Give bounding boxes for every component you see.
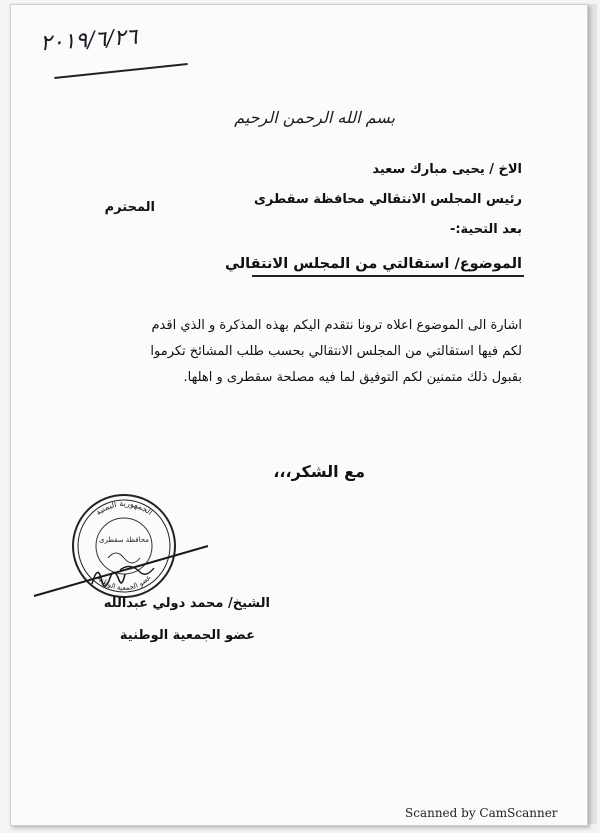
scanned-letter-page — [10, 4, 588, 826]
sender-name: الشيخ/ محمد دولي عبدالله — [103, 596, 270, 611]
page-edge — [587, 4, 597, 824]
camscanner-watermark: Scanned by CamScanner — [405, 806, 558, 820]
body-line-2: لكم فيها استقالتي من المجلس الانتقالي بحسب طلب المشائخ تكرموا — [150, 344, 522, 359]
recipient-title: رئيس المجلس الانتقالي محافظة سقطرى — [253, 192, 522, 207]
sender-title: عضو الجمعية الوطنية — [119, 628, 255, 643]
handwritten-date: ٢٠١٩/٦/٢٦ — [39, 24, 139, 57]
subject-underline — [252, 275, 524, 277]
body-line-1: اشارة الى الموضوع اعلاه ترونا نتقدم اليكم بهذه المذكرة و الذي اقدم — [151, 318, 522, 333]
subject-line: الموضوع/ استقالتي من المجلس الانتقالي — [225, 256, 522, 272]
greeting: بعد التحية:- — [449, 222, 522, 237]
svg-text:الجمهورية اليمنية — [94, 499, 154, 517]
handwritten-signature — [32, 540, 210, 600]
body-line-3: بقبول ذلك متمنين لكم التوفيق لما فيه مصلحة سقطرى و اهلها. — [183, 370, 522, 385]
stamp-bottom-text: عضو الجمعية الوطنية — [95, 573, 153, 593]
closing-thanks: مع الشكر،،، — [273, 462, 365, 481]
recipient-name: الاخ / يحيى مبارك سعيد — [372, 162, 522, 177]
stamp-top-text: الجمهورية اليمنية — [93, 498, 155, 518]
stamp-inner-text: محافظة سقطرى — [99, 536, 149, 544]
basmala-heading: بسم الله الرحمن الرحيم — [234, 108, 395, 127]
honorific: المحترم — [104, 200, 155, 215]
